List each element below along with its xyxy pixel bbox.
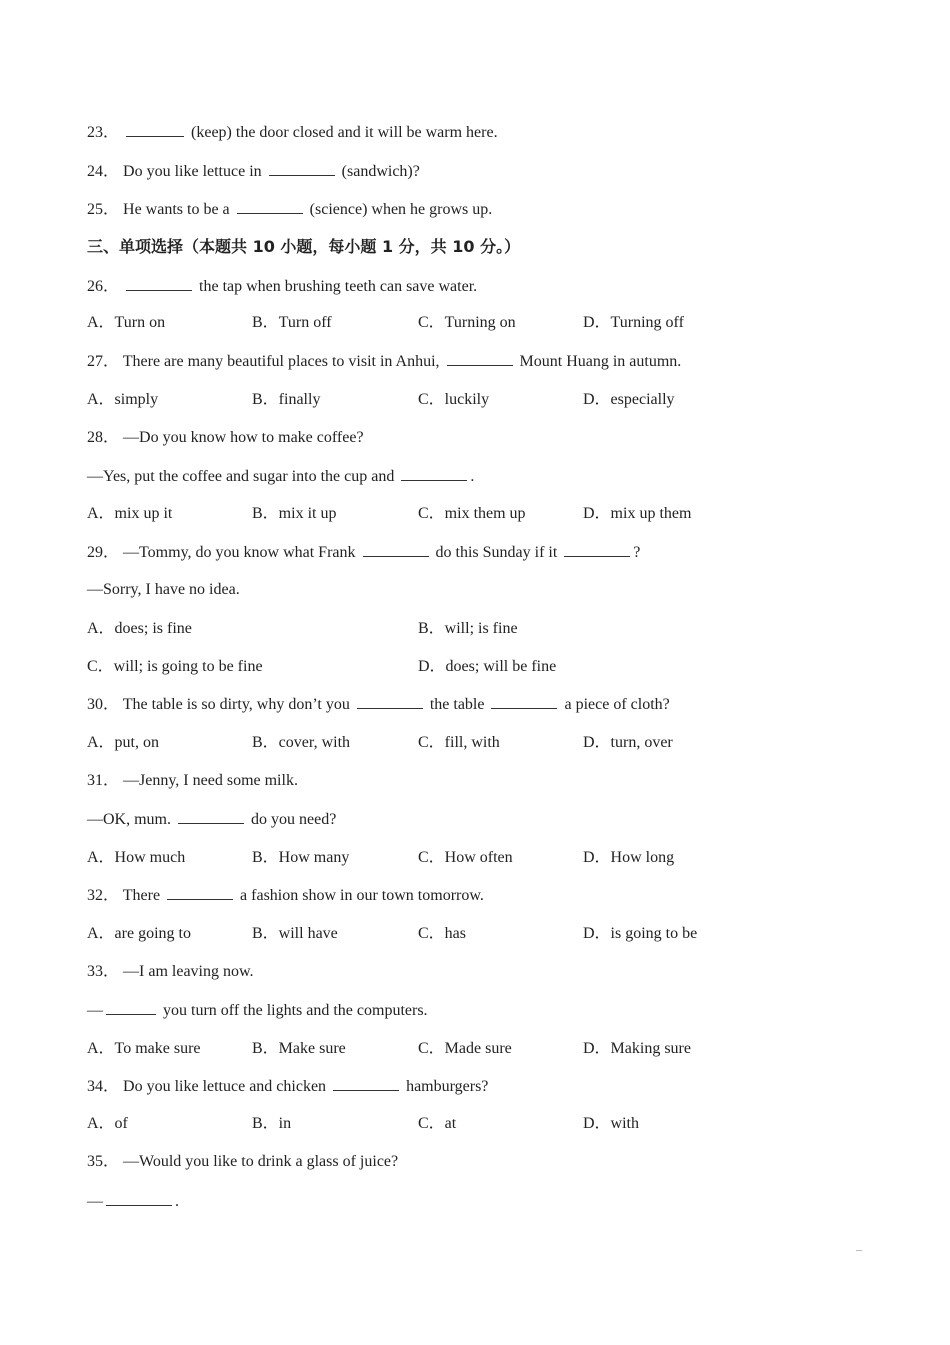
question-26 <box>87 276 477 297</box>
option-d[interactable]: D．turn, over <box>583 734 673 751</box>
question-text: do you need? <box>251 811 337 828</box>
question-35-reply <box>87 1191 179 1212</box>
question-text: you turn off the lights and the computers. <box>163 1002 428 1019</box>
question-28-reply <box>87 466 474 487</box>
answer-blank <box>106 1191 172 1206</box>
option-c[interactable]: C．Made sure <box>418 1040 512 1057</box>
question-29 <box>87 542 640 563</box>
answer-blank <box>178 809 244 824</box>
question-number: 27． <box>87 353 120 370</box>
option-a[interactable]: A．simply <box>87 391 159 408</box>
question-text: —I am leaving now. <box>123 963 254 980</box>
question-32 <box>87 885 484 906</box>
question-35 <box>87 1152 398 1172</box>
option-b[interactable]: B．cover, with <box>252 734 351 751</box>
question-text: The table is so dirty, why don’t you <box>122 696 350 713</box>
option-d[interactable]: D．mix up them <box>583 505 692 522</box>
question-text: There <box>122 887 161 904</box>
option-b[interactable]: B．Turn off <box>252 314 332 331</box>
option-b[interactable]: B．will have <box>252 925 338 942</box>
question-number: 35． <box>87 1153 120 1170</box>
answer-blank <box>126 276 192 291</box>
question-text: (sandwich)? <box>341 163 420 180</box>
question-text: the table <box>429 696 485 713</box>
option-c[interactable]: C．luckily <box>418 391 490 408</box>
question-24 <box>87 161 420 182</box>
option-a[interactable]: A．mix up it <box>87 505 173 522</box>
question-23 <box>87 122 498 143</box>
question-34 <box>87 1076 488 1097</box>
answer-blank <box>167 885 233 900</box>
option-d[interactable]: D．Turning off <box>583 314 684 331</box>
option-c[interactable]: C．at <box>418 1115 457 1132</box>
option-b[interactable]: B．will; is fine <box>418 620 518 637</box>
question-31-reply <box>87 809 336 830</box>
option-c[interactable]: C．Turning on <box>418 314 516 331</box>
question-text: (keep) the door closed and it will be warm here. <box>191 124 498 141</box>
question-number: 30． <box>87 696 120 713</box>
question-text: Do you like lettuce in <box>123 163 262 180</box>
answer-blank <box>491 694 557 709</box>
option-a[interactable]: A．put, on <box>87 734 160 751</box>
question-text: Do you like lettuce and chicken <box>123 1078 327 1095</box>
option-b[interactable]: B．finally <box>252 391 321 408</box>
option-d[interactable]: D．especially <box>583 391 675 408</box>
question-28 <box>87 428 364 448</box>
answer-blank <box>564 542 630 557</box>
question-text: — <box>87 1002 103 1019</box>
option-b[interactable]: B．Make sure <box>252 1040 346 1057</box>
question-text: . <box>175 1193 179 1210</box>
option-a[interactable]: A．of <box>87 1115 128 1132</box>
question-text: Mount Huang in autumn. <box>519 353 682 370</box>
option-c[interactable]: C．fill, with <box>418 734 500 751</box>
answer-blank <box>401 466 467 481</box>
question-text: He wants to be a <box>123 201 230 218</box>
section-heading: 三、单项选择（本题共 10 小题，每小题 1 分，共 10 分。） <box>87 237 521 256</box>
question-text: —OK, mum. <box>87 811 171 828</box>
option-c[interactable]: C．will; is going to be fine <box>87 658 263 675</box>
question-text: the tap when brushing teeth can save water. <box>199 278 478 295</box>
option-b[interactable]: B．in <box>252 1115 292 1132</box>
option-a[interactable]: A．does; is fine <box>87 620 192 637</box>
option-b[interactable]: B．mix it up <box>252 505 337 522</box>
option-b[interactable]: B．How many <box>252 849 350 866</box>
question-text: —Jenny, I need some milk. <box>123 772 298 789</box>
question-number: 28． <box>87 429 120 446</box>
question-number: 29． <box>87 544 120 561</box>
option-a[interactable]: A．are going to <box>87 925 191 942</box>
question-text: —Do you know how to make coffee? <box>123 429 364 446</box>
question-number: 32． <box>87 887 120 904</box>
option-d[interactable]: D．How long <box>583 849 675 866</box>
question-27 <box>87 351 681 372</box>
option-c[interactable]: C．How often <box>418 849 513 866</box>
answer-blank <box>269 161 335 176</box>
option-d[interactable]: D．does; will be fine <box>418 658 557 675</box>
option-c[interactable]: C．has <box>418 925 467 942</box>
question-text: —Would you like to drink a glass of juice? <box>123 1153 399 1170</box>
answer-blank <box>106 1000 156 1015</box>
question-29-reply: —Sorry, I have no idea. <box>87 581 240 598</box>
question-number: 26． <box>87 278 120 295</box>
question-33 <box>87 962 254 982</box>
option-a[interactable]: A．To make sure <box>87 1040 201 1057</box>
question-text: (science) when he grows up. <box>309 201 493 218</box>
question-number: 23． <box>87 124 120 141</box>
question-text: — <box>87 1193 103 1210</box>
question-31 <box>87 771 298 791</box>
answer-blank <box>237 199 303 214</box>
question-text: ? <box>633 544 641 561</box>
answer-blank <box>363 542 429 557</box>
question-text: hamburgers? <box>406 1078 489 1095</box>
question-number: 34． <box>87 1078 120 1095</box>
question-number: 24． <box>87 163 120 180</box>
question-text: —Tommy, do you know what Frank <box>123 544 356 561</box>
option-d[interactable]: D．is going to be <box>583 925 698 942</box>
question-text: do this Sunday if it <box>435 544 558 561</box>
answer-blank <box>447 351 513 366</box>
question-number: 31． <box>87 772 120 789</box>
question-text: —Yes, put the coffee and sugar into the cup and <box>87 468 395 485</box>
question-25 <box>87 199 492 220</box>
answer-blank <box>357 694 423 709</box>
question-text: . <box>470 468 475 485</box>
question-text: a piece of cloth? <box>564 696 670 713</box>
option-d[interactable]: D．Making sure <box>583 1040 691 1057</box>
answer-blank <box>333 1076 399 1091</box>
stray-mark <box>856 1250 862 1251</box>
question-33-reply <box>87 1000 428 1021</box>
question-text: a fashion show in our town tomorrow. <box>240 887 484 904</box>
question-number: 25． <box>87 201 120 218</box>
question-text: There are many beautiful places to visit in Anhui, <box>122 353 440 370</box>
option-d[interactable]: D．with <box>583 1115 640 1132</box>
option-a[interactable]: A．Turn on <box>87 314 166 331</box>
question-number: 33． <box>87 963 120 980</box>
option-a[interactable]: A．How much <box>87 849 186 866</box>
answer-blank <box>126 122 184 137</box>
question-30 <box>87 694 670 715</box>
option-c[interactable]: C．mix them up <box>418 505 526 522</box>
